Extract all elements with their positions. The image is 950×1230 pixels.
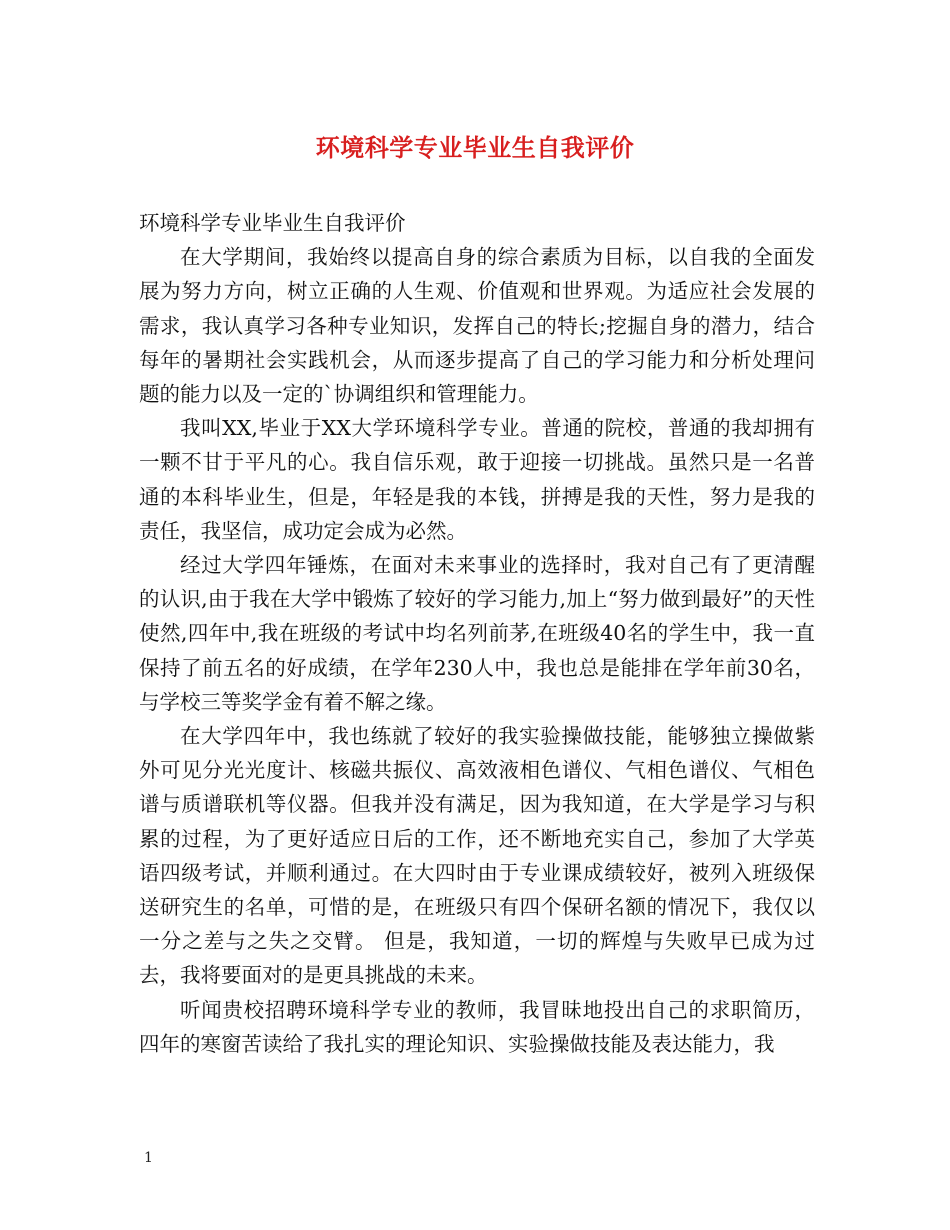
document-title: 环境科学专业毕业生自我评价 xyxy=(315,133,635,162)
paragraph-1: 在大学期间，我始终以提高自身的综合素质为目标，以自我的全面发展为努力方向，树立正确的人生观、价值观和世界观。为适应社会发展的需求，我认真学习各种专业知识，发挥自己的特长;挖掘自身的潜力，结合每年的暑期社会实践机会，从而逐步提高了自己的学习能力和分析处理问题的能力以及一定的`协调组织和管理能力。 xyxy=(139,245,815,407)
document-subtitle: 环境科学专业毕业生自我评价 xyxy=(139,211,406,235)
paragraph-2: 我叫XX,毕业于XX大学环境科学专业。普通的院校，普通的我却拥有一颗不甘于平凡的心。我自信乐观，敢于迎接一切挑战。虽然只是一名普通的本科毕业生，但是，年轻是我的本钱，拼搏是我的天性，努力是我的责任，我坚信，成功定会成为必然。 xyxy=(139,416,815,543)
page-number: 1 xyxy=(144,1150,153,1166)
paragraph-5: 听闻贵校招聘环境科学专业的教师，我冒昧地投出自己的求职简历，四年的寒窗苦读给了我扎实的理论知识、实验操做技能及表达能力，我 xyxy=(139,997,815,1056)
paragraph-3: 经过大学四年锤炼，在面对未来事业的选择时，我对自己有了更清醒的认识,由于我在大学中锻炼了较好的学习能力,加上“努力做到最好”的天性使然,四年中,我在班级的考试中均名列前茅,在班级40名的学生中，我一直保持了前五名的好成绩，在学年230人中，我也总是能排在学年前30名，与学校三等奖学金有着不解之缘。 xyxy=(139,553,815,714)
paragraph-4: 在大学四年中，我也练就了较好的我实验操做技能，能够独立操做紫外可见分光光度计、核磁共振仪、高效液相色谱仪、气相色谱仪、气相色谱与质谱联机等仪器。但我并没有满足，因为我知道，在大学是学习与积累的过程，为了更好适应日后的工作，还不断地充实自己，参加了大学英语四级考试，并顺利通过。在大四时由于专业课成绩较好，被列入班级保送研究生的名单，可惜的是，在班级只有四个保研名额的情况下，我仅以一分之差与之失之交臂。 但是，我知道，一切的辉煌与失败早已成为过去，我将要面对的是更具挑战的未来。 xyxy=(139,724,815,988)
document-body xyxy=(139,206,815,1061)
